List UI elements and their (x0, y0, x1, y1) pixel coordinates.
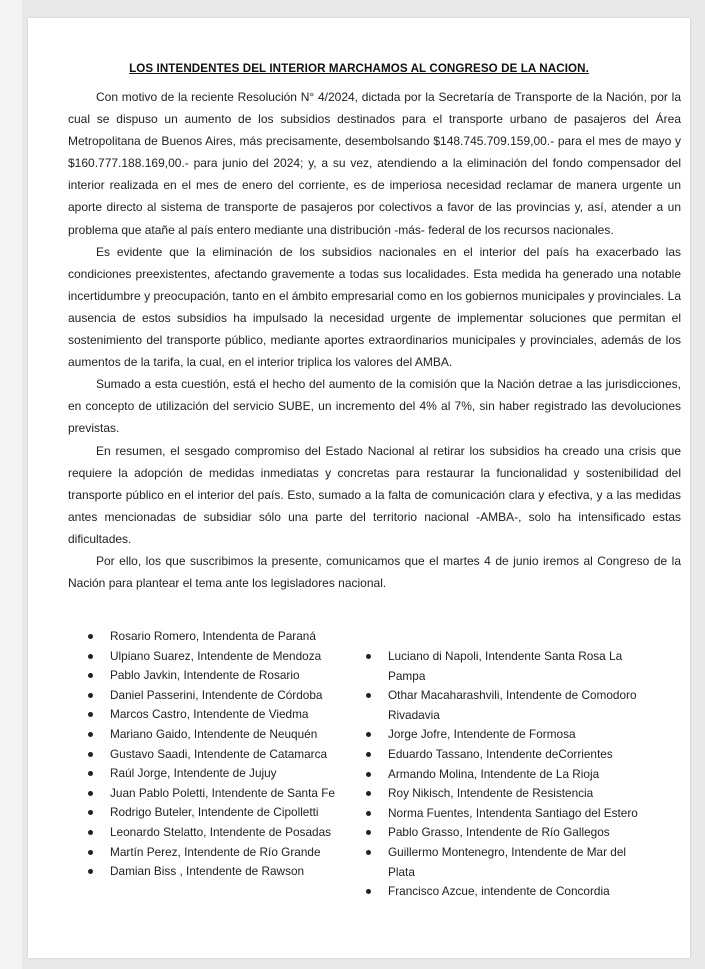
signer-name: Roy Nikisch, Intendente de Resistencia (388, 786, 594, 801)
paragraph-4: En resumen, el sesgado compromiso del Estado Nacional al retirar los subsidios ha creado una crisis que requiere la adopción de medidas inmediatas y concretas para restaurar la funcionalidad y sostenibilidad del transporte público en el interior del país. Esto, sumado a la falta de comunicación clara y efectiva, y a las medidas antes mencionadas de subsidiar sólo una parte del territorio nacional -AMBA-, solo ha intensificado estas dificultades. (68, 443, 681, 546)
bullet-icon (366, 889, 371, 894)
bullet-icon (88, 732, 93, 737)
signer-name: Pablo Javkin, Intendente de Rosario (110, 668, 300, 683)
bullet-icon (366, 830, 371, 835)
bullet-icon (88, 869, 93, 874)
signer-item (360, 843, 642, 882)
bullet-icon (366, 752, 371, 757)
bullet-icon (88, 712, 93, 717)
signer-item (82, 647, 347, 667)
signer-name: Marcos Castro, Intendente de Viedma (110, 707, 309, 722)
document-title: LOS INTENDENTES DEL INTERIOR MARCHAMOS AL CONGRESO DE LA NACION. (129, 62, 589, 75)
bullet-icon (88, 634, 93, 639)
signer-item (360, 882, 642, 902)
signer-item (360, 686, 642, 725)
signer-item (82, 784, 347, 804)
bullet-icon (88, 830, 93, 835)
bullet-icon (88, 810, 93, 815)
signer-name: Pablo Grasso, Intendente de Río Gallegos (388, 825, 610, 840)
signer-item (360, 823, 642, 843)
signer-item (82, 823, 347, 843)
signer-item (82, 862, 347, 882)
signer-item (82, 745, 347, 765)
signer-item (82, 803, 347, 823)
bullet-icon (88, 693, 93, 698)
signer-item (82, 686, 347, 706)
signer-item (82, 705, 347, 725)
bullet-icon (88, 654, 93, 659)
signer-name: Eduardo Tassano, Intendente deCorrientes (388, 746, 613, 761)
signer-name: Guillermo Montenegro, Intendente de Mar del Plata (388, 844, 627, 879)
signer-name: Rosario Romero, Intendenta de Paraná (110, 629, 316, 643)
page-left-margin (0, 0, 22, 969)
signer-name: Damian Biss , Intendente de Rawson (110, 864, 305, 879)
bullet-icon (366, 850, 371, 855)
bullet-icon (88, 752, 93, 757)
paragraph-3: Sumado a esta cuestión, está el hecho del aumento de la comisión que la Nación detrae a las jurisdicciones, en concepto de utilización del servicio SUBE, un incremento del 4% al 7%, sin haber registrado las devoluciones previstas. (68, 377, 681, 436)
paragraph-5: Por ello, los que suscribimos la presente, comunicamos que el martes 4 de junio iremos al Congreso de la Nación para plantear el tema ante los legisladores nacional. (68, 553, 681, 591)
signer-name: Daniel Passerini, Intendente de Córdoba (110, 687, 323, 702)
signer-item (82, 725, 347, 745)
paragraph-1: Con motivo de la reciente Resolución N° 4/2024, dictada por la Secretaría de Transporte de la Nación, por la cual se dispuso un aumento de los subsidios destinados para el transporte urbano de pasajeros del Área Metropolitana de Buenos Aires, más precisamente, desembolsando $148.745.709.159,00.- para el mes de mayo y $160.777.188.169,00.- para junio del 2024; y, a su vez, atendiendo a la eliminación del fondo compensador del interior realizada en el mes de enero del corriente, es de imperiosa necesidad reclamar de manera urgente un aporte directo al sistema de transporte de pasajeros por colectivos a favor de las provincias y, así, atender a un problema que atañe al país entero mediante una distribución -más- federal de los recursos nacionales. (68, 90, 681, 237)
signer-name: Jorge Jofre, Intendente de Formosa (388, 727, 576, 742)
signers-list-left (82, 627, 347, 882)
signer-name: Othar Macaharashvili, Intendente de Comodoro Rivadavia (388, 688, 637, 722)
signer-name: Luciano di Napoli, Intendente Santa Rosa La Pampa (388, 649, 623, 683)
bullet-icon (88, 771, 93, 776)
signer-item (360, 765, 642, 785)
document-body (68, 86, 681, 594)
signer-item (82, 843, 347, 863)
paragraph-2: Es evidente que la eliminación de los subsidios nacionales en el interior del país ha exacerbado las condiciones preexistentes, afectando gravemente a todas sus localidades. Esta medida ha generado una notable incertidumbre y preocupación, tanto en el ámbito empresarial como en los gobiernos municipales y provinciales. La ausencia de estos subsidios ha impulsado la necesidad urgente de implementar soluciones que permitan el sostenimiento del transporte público, mediante aportes extraordinarios municipales y provinciales, además de los aumentos de la tarifa, la cual, en el interior triplica los valores del AMBA. (68, 244, 681, 370)
signer-name: Francisco Azcue, intendente de Concordia (388, 884, 610, 899)
signer-name: Juan Pablo Poletti, Intendente de Santa Fe (110, 785, 335, 800)
signer-item (360, 647, 642, 686)
signer-item (82, 627, 347, 647)
signer-name: Gustavo Saadi, Intendente de Catamarca (110, 746, 328, 761)
signer-name: Mariano Gaido, Intendente de Neuquén (110, 726, 318, 741)
signer-name: Ulpiano Suarez, Intendente de Mendoza (110, 648, 322, 663)
bullet-icon (366, 693, 371, 698)
signer-item (82, 666, 347, 686)
bullet-icon (366, 791, 371, 796)
bullet-icon (88, 791, 93, 796)
bullet-icon (366, 654, 371, 659)
signer-name: Norma Fuentes, Intendenta Santiago del Estero (388, 805, 638, 820)
signer-item (360, 725, 642, 745)
signer-item (360, 804, 642, 824)
signer-name: Rodrigo Buteler, Intendente de Cipolletti (110, 805, 319, 820)
bullet-icon (366, 732, 371, 737)
bullet-icon (366, 811, 371, 816)
signer-item (360, 784, 642, 804)
bullet-icon (88, 850, 93, 855)
signer-name: Martín Perez, Intendente de Río Grande (110, 844, 321, 859)
signer-name: Raúl Jorge, Intendente de Jujuy (110, 766, 277, 781)
bullet-icon (366, 772, 371, 777)
signer-item (82, 764, 347, 784)
signers-list-right (360, 647, 642, 902)
signer-item (360, 745, 642, 765)
bullet-icon (88, 673, 93, 678)
signer-name: Armando Molina, Intendente de La Rioja (388, 766, 600, 781)
signer-name: Leonardo Stelatto, Intendente de Posadas (110, 824, 332, 839)
